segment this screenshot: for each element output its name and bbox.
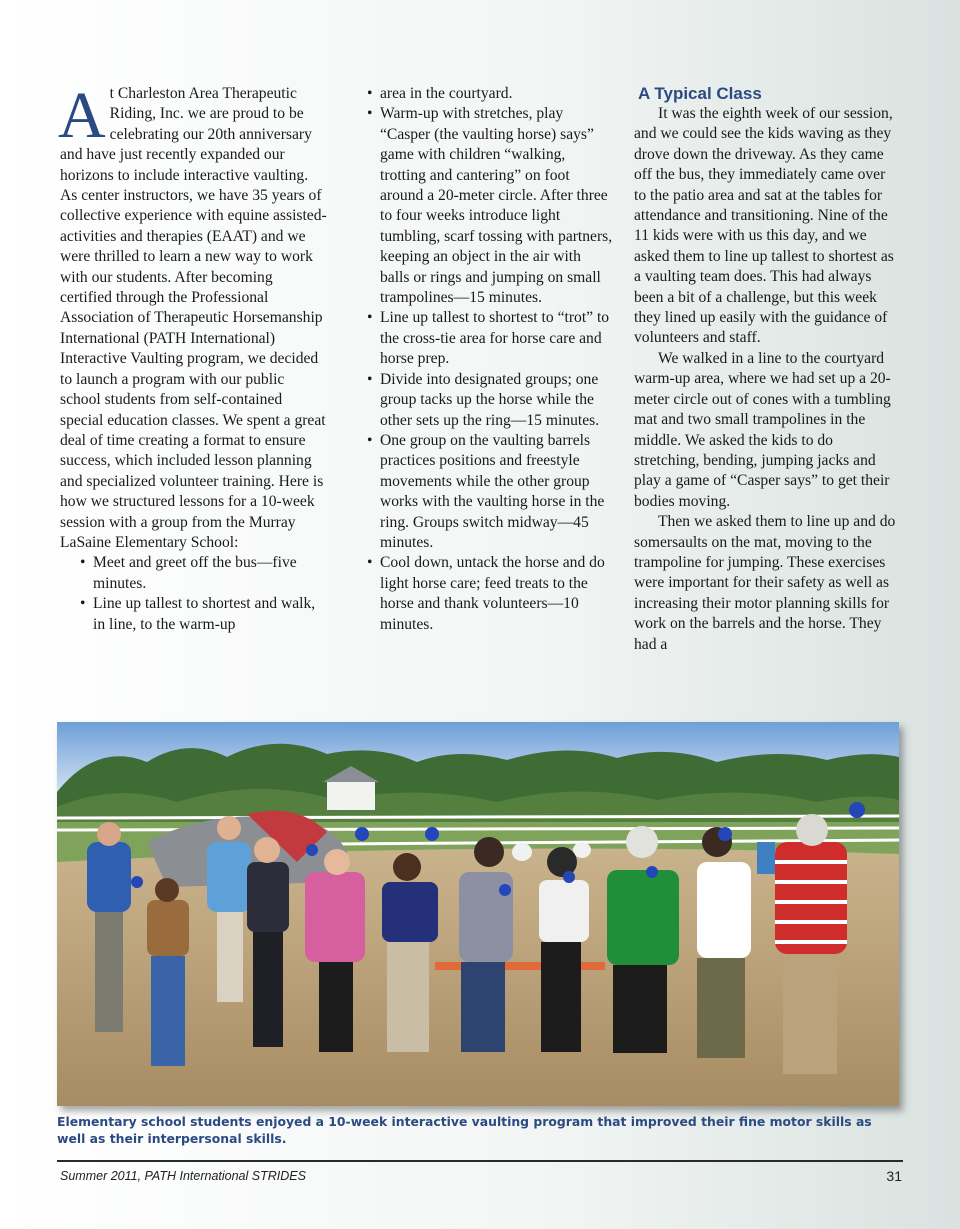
body-paragraph: It was the eighth week of our session, and we could see the kids waving as they drove down the driveway. As they came off the bus, they immediately came over to the patio area and sat at the tables for attendance and transitioning. Nine of the 11 kids were with us this day, and we asked them to line up tallest to shortest as a vaulting team does. This had always been a bit of a challenge, but this week they lined up easily with the guidance of volunteers and staff.: [634, 105, 894, 347]
article-column-2: [367, 84, 613, 635]
continued-text: area in the courtyard.: [380, 85, 513, 102]
schedule-list: [60, 553, 328, 635]
body-paragraph: We walked in a line to the courtyard warm-up area, where we had set up a 20-meter circle out of cones with a tumbling mat and two small trampolines in the middle. We asked the kids to do stretching, bending, jumping jacks and play a game of “Casper says” to get their bodies moving.: [634, 349, 891, 510]
drop-cap: A: [58, 79, 106, 152]
list-item: • Meet and greet off the bus—five minutes.: [80, 553, 328, 594]
vaulting-class-photo: [57, 722, 899, 1106]
article-column-1: [58, 79, 328, 635]
photo-caption: Elementary school students enjoyed a 10-week interactive vaulting program that improved their fine motor skills as well as their interpersonal skills.: [57, 1114, 872, 1146]
list-item: • Line up tallest to shortest to “trot” to the cross-tie area for horse care and horse prep.: [367, 308, 613, 369]
footer-rule: [57, 1160, 903, 1162]
intro-text: t Charleston Area Therapeutic Riding, Inc. we are proud to be celebrating our 20th anniversary and have just recently expanded our horizons to include interactive vaulting. As center instructors, we have 35 years of collective experience with equine assisted-activities and therapies (EAAT) and we were thrilled to learn a new way to work with our students. After becoming certified through the Professional Association of Therapeutic Horsemanship International (PATH International) Interactive Vaulting program, we decided to launch a program with our public school students from self-contained special education classes. We spent a great deal of time creating a format to ensure success, which included lesson planning and specialized volunteer training. Here is how we structured lessons for a 10-week session with a group from the Murray LaSaine Elementary School:: [60, 85, 327, 551]
list-item: • Cool down, untack the horse and do light horse care; feed treats to the horse and thank volunteers—10 minutes.: [367, 553, 613, 635]
list-item: • One group on the vaulting barrels practices positions and freestyle movements while the other group works with the vaulting horse in the ring. Groups switch midway—45 minutes.: [367, 431, 613, 553]
schedule-list-continued: [367, 84, 613, 635]
intro-paragraph: [58, 79, 328, 553]
list-item-continued: [367, 84, 613, 104]
page-number: 31: [886, 1168, 902, 1184]
article-column-3: [634, 84, 900, 655]
list-item: • Divide into designated groups; one group tacks up the horse while the other sets up the ring—15 minutes.: [367, 370, 613, 431]
section-heading: A Typical Class: [638, 84, 762, 103]
publication-footer: Summer 2011, PATH International STRIDES: [60, 1169, 306, 1183]
list-item: • Line up tallest to shortest and walk, in line, to the warm-up: [80, 594, 328, 635]
body-paragraph: Then we asked them to line up and do somersaults on the mat, moving to the trampoline for jumping. These exercises were important for their safety as well as increasing their motor planning skills for work on the barrels and the horse. They had a: [634, 513, 896, 653]
list-item: • Warm-up with stretches, play “Casper (the vaulting horse) says” game with children “walking, trotting and cantering” on foot around a 20-meter circle. After three to four weeks introduce light tumbling, scarf tossing with partners, keeping an object in the air with balls or rings and jumping on small trampolines—15 minutes.: [367, 104, 613, 308]
